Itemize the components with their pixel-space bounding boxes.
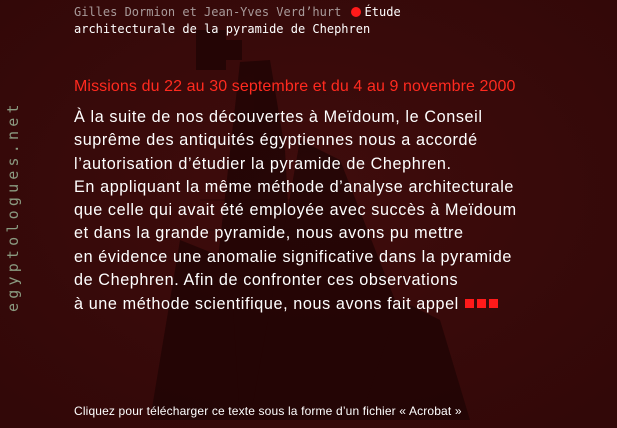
red-squares-icon[interactable] bbox=[465, 292, 501, 315]
square bbox=[465, 299, 474, 308]
body-line: En appliquant la même méthode d’analyse architecturale bbox=[74, 177, 515, 196]
body-line: que celle qui avait été employée avec succès à Meïdoum bbox=[74, 201, 517, 220]
body-line: suprême des antiquités égyptiennes nous a accordé bbox=[74, 131, 478, 150]
site-name-vertical[interactable]: egyptologues.net bbox=[4, 100, 22, 312]
body-line: en évidence une anomalie significative dans la pyramide bbox=[74, 247, 512, 266]
missions-heading: Missions du 22 au 30 septembre et du 4 au 9 novembre 2000 bbox=[74, 78, 516, 95]
body-line: de Chephren. Afin de confronter ces observations bbox=[74, 271, 459, 290]
study-label: Étude bbox=[364, 5, 401, 19]
page-header bbox=[74, 4, 604, 38]
body-line: À la suite de nos découvertes à Meïdoum, le Conseil bbox=[74, 108, 483, 126]
body-paragraph bbox=[74, 106, 517, 316]
body-line: et dans la grande pyramide, nous avons pu mettre bbox=[74, 224, 464, 243]
square bbox=[477, 299, 486, 308]
study-title: architecturale de la pyramide de Chephren bbox=[74, 22, 371, 36]
authors-text: Gilles Dormion et Jean-Yves Verd’hurt bbox=[74, 5, 342, 19]
body-line-last bbox=[74, 292, 517, 315]
header-line-1 bbox=[74, 4, 604, 21]
body-line: l’autorisation d’étudier la pyramide de Chephren. bbox=[74, 154, 452, 173]
body-line-text: à une méthode scientifique, nous avons fait appel bbox=[74, 295, 459, 314]
download-acrobat-link[interactable]: Cliquez pour télécharger ce texte sous la forme d’un fichier « Acrobat » bbox=[74, 404, 462, 418]
red-dot-icon bbox=[351, 7, 361, 17]
square bbox=[489, 299, 498, 308]
